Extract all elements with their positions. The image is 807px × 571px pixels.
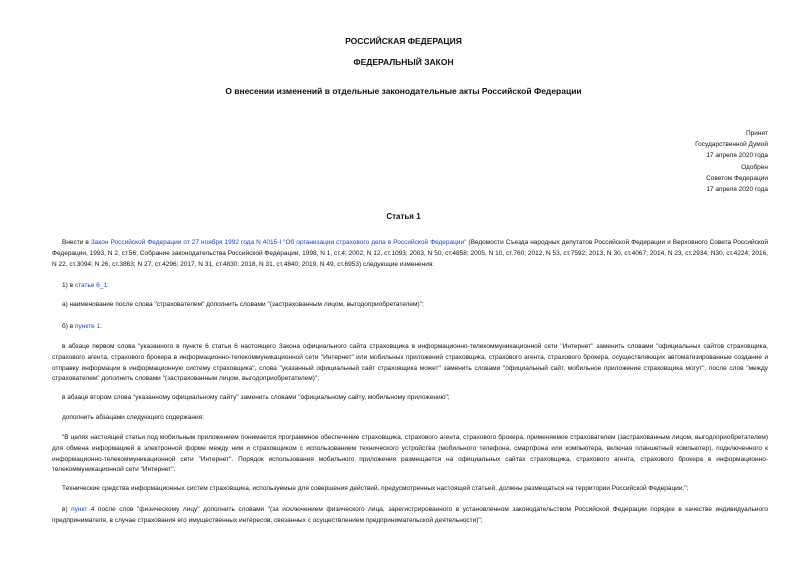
paragraph-quote: "В целях настоящей статьи под мобильным приложением понимается программное обеспечение страховщика, страхового агента, страхового брокера, применяемое страхователем (застрахованным лицом, выгодоприобретателем) для обмена информацией в электронной форме между ним и страховщиком с использованием технического устройства (мобильного телефона, смартфона или компьютера, включая планшетный компьютер), подключенного к информационно-телекоммуникационной сети "Интернет". Порядок использования мобильного приложения размещается на официальных сайтах страховщика, страхового агента, страхового брокера в информационно-телекоммуникационной сети "Интернет". bbox=[52, 434, 768, 474]
item1-prefix: 1) в bbox=[62, 282, 75, 289]
article-intro bbox=[52, 238, 768, 270]
paragraph-second: в абзаце втором слова "указанному официальному сайту" заменить словами "официальному сайту, мобильному приложению"; bbox=[62, 394, 450, 401]
item1-suffix: : bbox=[107, 282, 109, 289]
item1b-prefix: б) в bbox=[62, 323, 75, 330]
law-type-heading: ФЕДЕРАЛЬНЫЙ ЗАКОН bbox=[353, 57, 454, 67]
item-1 bbox=[52, 281, 768, 292]
country-heading: РОССИЙСКАЯ ФЕДЕРАЦИЯ bbox=[345, 36, 462, 46]
paragraph-first: в абзаце первом слова "указанного в пункте 6 статьи 6 настоящего Закона официального сайта страховщика в информационно-телекоммуникационной сети "Интернет" заменить словами "официальных сайтов страховщика, страхового агента, страхового брокера в информационно-телекоммуникационной сети "Интернет" или мобильных приложений страховщика, страхового агента, страхового брокера, осуществляющих автоматизированные создание и отправку информации в информационную систему страховщика", слова "указанный официальный сайт страховщика может" заменить словами "официальный сайт, мобильное приложение страховщика могут", после слов "между страхователем" дополнить словами "(застрахованным лицом, выгодоприобретателем)"; bbox=[52, 343, 768, 383]
item-1a: а) наименование после слова "страхователем" дополнить словами "(застрахованным лицом, выгодоприобретателем)"; bbox=[62, 301, 424, 308]
item-v-suffix: 4 после слов "физическому лицу" дополнить словами "(за исключением физического лица, зарегистрированного в установленном законодательством Российской Федерации порядке в качестве индивидуального предпринимателя, в случае страхования его имущественных интересов, связанных с осуществлением предпринимательской деятельности)"; bbox=[52, 506, 768, 524]
article-title: Статья 1 bbox=[386, 212, 421, 221]
paragraph-add: дополнить абзацами следующего содержания: bbox=[62, 414, 204, 421]
law-link[interactable]: Закон Российской Федерации от 27 ноября 1992 года N 4015-I "Об организации страхового дела в Российской Федерации" bbox=[90, 239, 467, 246]
item1b-suffix: : bbox=[100, 323, 102, 330]
item-v bbox=[52, 505, 768, 527]
point-1-link[interactable]: пункте 1 bbox=[74, 323, 101, 330]
adoption-block bbox=[600, 128, 768, 195]
article-6-1-link[interactable]: статье 6_1 bbox=[74, 282, 108, 289]
accepted-date: 17 апреля 2020 года bbox=[706, 152, 768, 160]
intro-suffix: (Ведомости Съезда народных депутатов Российской Федерации и Верховного Совета Российской Федерации, 1993, N 2, ст.56; Собрание законодательства Российской Федерации, 1998, N 1, ст.4; 2002, N 12, ст.1093; 2003, N 50, ст.4858; 2005, N 10, ст.760; 2012, N 53, ст.7592; 2013, N 30, ст.4067; 2014, N 23, ст.2934; N30, ст.4224; 2016, N 22, ст.3094; N 26, ст.3863; N 27, ст.4296; 2017, N 31, ст.4830; 2018, N 31, ст.4840; 2019, N 49, ст.6953) следующие изменения: bbox=[52, 239, 768, 268]
approved-by: Советом Федерации bbox=[706, 174, 768, 182]
approved-label: Одобрен bbox=[741, 163, 768, 171]
item-v-prefix: в) bbox=[62, 506, 72, 513]
point-4-link[interactable]: пункт bbox=[71, 506, 88, 513]
intro-prefix: Внести в bbox=[62, 239, 91, 246]
paragraph-tech: Технические средства информационных систем страховщика, используемые для совершения действий, предусмотренных настоящей статьей, должны размещаться на территории Российской Федерации."; bbox=[62, 485, 689, 492]
accepted-label: Принят bbox=[745, 130, 768, 137]
accepted-by: Государственной Думой bbox=[695, 141, 768, 149]
law-title: О внесении изменений в отдельные законодательные акты Российской Федерации bbox=[225, 86, 582, 96]
approved-date: 17 апреля 2020 года bbox=[706, 186, 768, 194]
item-1b bbox=[52, 322, 768, 333]
